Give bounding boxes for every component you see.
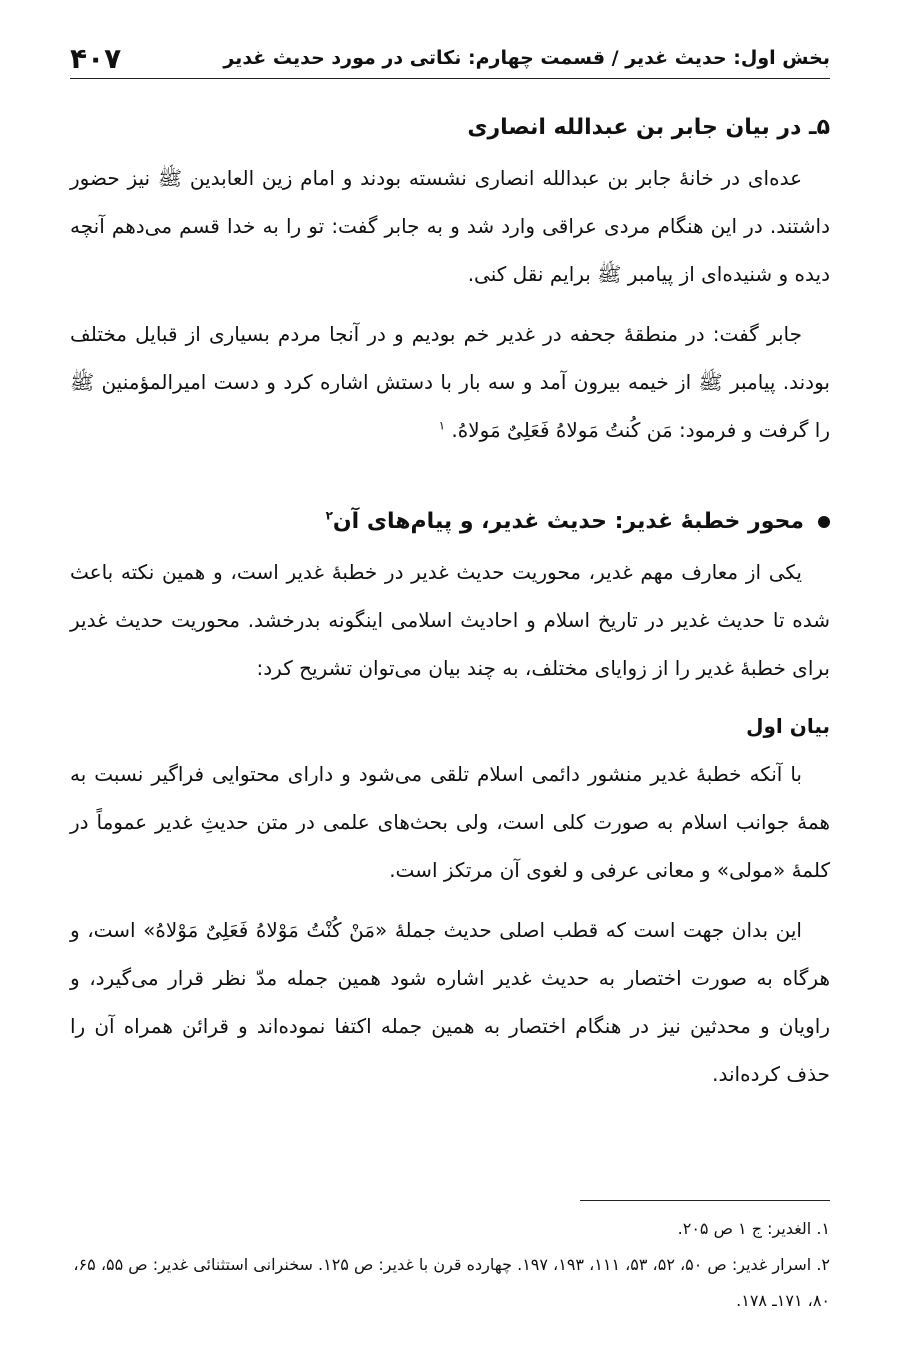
footnote-2: ۲. اسرار غدیر: ص ۵۰، ۵۲، ۵۳، ۱۱۱، ۱۹۳، ۱۹۷. چهارده قرن با غدیر: ص ۱۲۵. سخنرانی استثنائی غدیر: ص ۵۵، ۶۵، ۸۰، ۱۷۱ـ ۱۷۸.	[73, 1255, 830, 1310]
section-5-paragraph-2	[70, 310, 830, 454]
page-content	[70, 108, 830, 1110]
bayan-aval-heading: بیان اول	[746, 714, 830, 738]
bullet-icon	[818, 516, 830, 528]
axis-heading-text	[326, 500, 804, 544]
axis-heading-label: محور خطبهٔ غدیر: حدیث غدیر، و پیام‌های آن	[332, 509, 804, 534]
spacer	[70, 466, 830, 500]
section-5-heading: ۵ـ در بیان جابر بن عبدالله انصاری	[467, 115, 830, 140]
axis-paragraph-1: یکی از معارف مهم غدیر، محوریت حدیث غدیر در خطبهٔ غدیر است، و همین نکته باعث شده تا حدیث غدیر در تاریخ اسلام و احادیث اسلامی اینگونه بدرخشد. محوریت حدیث غدیر برای خطبهٔ غدیر را از زوایای مختلف، به چند بیان می‌توان تشریح کرد:	[70, 560, 830, 680]
bayan-aval-paragraph-2: این بدان جهت است که قطب اصلی حدیث جملهٔ «مَنْ کُنْتُ مَوْلاهُ فَعَلِیٌ مَوْلاهُ» است، و هرگاه به صورت اختصار به حدیث غدیر اشاره شود همین جمله مدّ نظر قرار می‌گیرد، و راویان و محدثین نیز در هنگام اختصار به همین جمله اکتفا نموده‌اند و قرائن همراه آن را حذف کرده‌اند.	[70, 918, 830, 1086]
footnote-1: ۱. الغدیر: ج ۱ ص ۲۰۵.	[677, 1219, 830, 1238]
footnote-ref-1[interactable]: ۱	[438, 418, 446, 433]
axis-heading	[70, 500, 830, 544]
page-header	[70, 38, 830, 79]
footnote-divider	[580, 1200, 830, 1201]
footnotes	[70, 1200, 830, 1319]
page-number: ۴۰۷	[70, 41, 122, 75]
running-head: بخش اول: حدیث غدیر / قسمت چهارم: نکاتی در مورد حدیث غدیر	[223, 47, 830, 69]
bayan-aval-paragraph-1: با آنکه خطبهٔ غدیر منشور دائمی اسلام تلقی می‌شود و دارای محتوایی فراگیر نسبت به همهٔ جوانب اسلام به صورت کلی است، ولی بحث‌های علمی در متن حدیثِ غدیر عموماً در کلمهٔ «مولی» و معانی عرفی و لغوی آن مرتکز است.	[70, 762, 830, 882]
section-5-paragraph-1: عده‌ای در خانهٔ جابر بن عبدالله انصاری نشسته بودند و امام زین العابدین ﷺ نیز حضور داشتند. در این هنگام مردی عراقی وارد شد و به جابر گفت: تو را به خدا قسم می‌دهم آنچه دیده و شنیده‌ای از پیامبر ﷺ برایم نقل کنی.	[70, 166, 830, 286]
footnote-ref-2[interactable]: ۲	[325, 508, 333, 523]
section-5-paragraph-2-text: جابر گفت: در منطقهٔ جحفه در غدیر خم بودیم و در آنجا مردم بسیاری از قبایل مختلف بودند. پیامبر ﷺ از خیمه بیرون آمد و سه بار با دستش اشاره کرد و دست امیرالمؤمنین ﷺ را گرفت و فرمود: مَن کُنتُ مَولاهُ فَعَلِیٌ مَولاهُ.	[70, 322, 830, 442]
